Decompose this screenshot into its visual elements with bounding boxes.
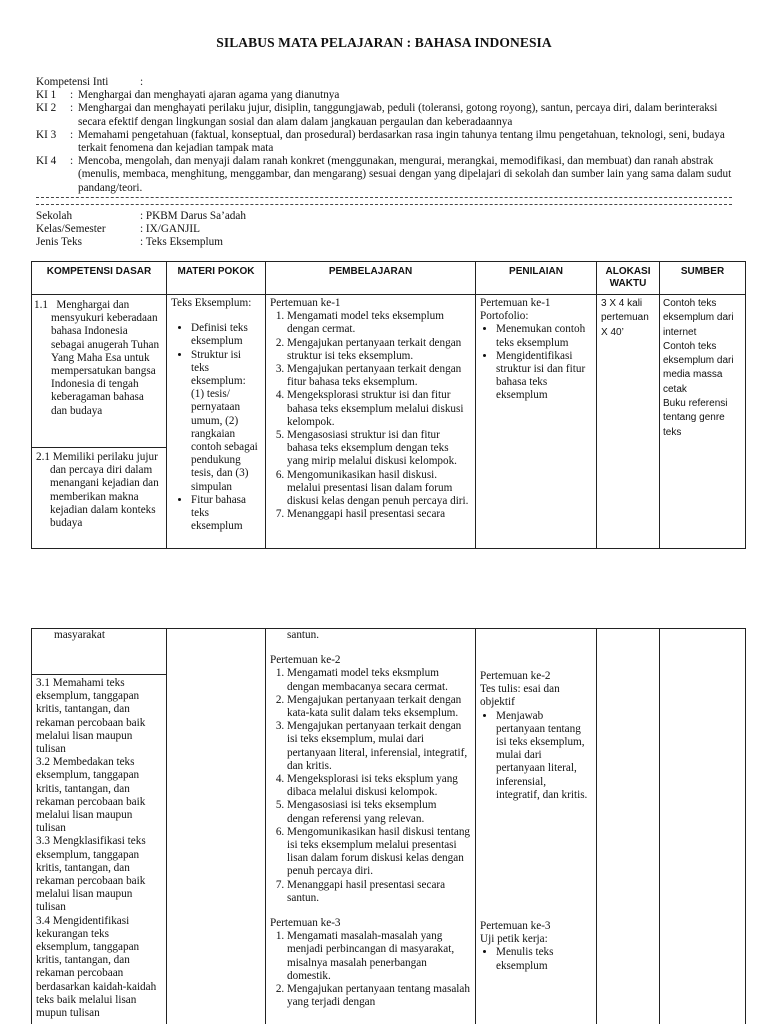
list-item: 2. Mengajukan pertanyaan tentang masalah yang terjadi dengan [287, 983, 471, 1009]
document-title: SILABUS MATA PELAJARAN : BAHASA INDONESIA [216, 35, 552, 50]
pembelajaran-cell [266, 295, 476, 549]
kompetensi-inti [36, 76, 736, 195]
kd-3-2: 3.2 Membedakan teks eksemplum, tanggapan kritis, tantangan, dan rekaman percobaan baik melalui lisan maupun tulisan [36, 756, 146, 835]
materi-cell [167, 629, 266, 1024]
list-item: 4. Mengeksplorasi isi teks eksplum yang dibaca melalui diskusi kelompok. [287, 773, 471, 799]
kd-continuation: masyarakat [54, 629, 105, 641]
penilaian-2-sub: Tes tulis: esai dan objektif [480, 683, 560, 709]
ki-text: Mencoba, mengolah, dan menyaji dalam ranah konkret (menggunakan, mengurai, merangkai, memodifikasi, dan membuat) dan ranah abstrak (menulis, membaca, menghitung, menggambar, dan mengarang) sesuai dengan yang dipelajari di sekolah dan sumber lain yang sama dalam sudut pandang/teori. [78, 155, 732, 194]
pertemuan-3-list [270, 930, 471, 1009]
alokasi-cell [597, 629, 660, 1024]
list-item: • Menjawab pertanyaan tentang isi teks eksemplum, mulai dari pertanyaan literal, inferensial, integratif, dan kritis. [496, 710, 592, 802]
ki-text: Memahami pengetahuan (faktual, konseptual, dan prosedural) berdasarkan rasa ingin tahunya tentang ilmu pengetahuan, teknologi, seni, budaya terkait fenomena dan kejadian tampak mata [78, 128, 725, 155]
info-label: Jenis Teks [36, 236, 82, 249]
list-item: 6. Mengomunikasikan hasil diskusi. melalui presentasi lisan dalam forum diskusi kelas dengan penuh percaya diri. [287, 469, 471, 509]
kd-3-list [32, 674, 166, 1022]
header-materi-pokok: MATERI POKOK [167, 262, 266, 295]
sumber-cell [660, 629, 746, 1024]
info-label: Kelas/Semester [36, 223, 106, 236]
kd-2-1: 2.1 Memiliki perilaku jujur dan percaya diri dalam menangani kejadian dan memberikan makna kejadian dalam konteks budaya [32, 447, 166, 530]
penilaian-3-list [480, 946, 592, 972]
sumber-item: Contoh teks eksemplum dari internet [663, 298, 734, 338]
list-item: 7. Menanggapi hasil presentasi secara [287, 508, 471, 521]
penilaian-cell [476, 295, 597, 549]
ki-code: KI 3 [36, 128, 57, 141]
syllabus-table-page-1 [31, 261, 746, 549]
kd-1-1: 1.1 Menghargai dan mensyukuri keberadaan bahasa Indonesia sebagai anugerah Tuhan Yang Maha Esa untuk mempersatukan bangsa Indonesia di tengah keberagaman bahasa dan budaya [34, 299, 160, 417]
pembelajaran-list [270, 310, 471, 521]
kd-3-4: 3.4 Mengidentifikasi kekurangan teks eksemplum, tanggapan kritis, tantangan, dan rekaman percobaan berdasarkan kaidah-kaidah teks baik melalui lisan mupun tulisan [36, 914, 157, 1020]
pertemuan-2-title: Pertemuan ke-2 [270, 654, 341, 667]
kd-cell [32, 295, 167, 549]
list-item: • Definisi teks eksemplum [191, 322, 261, 348]
penilaian-title: Pertemuan ke-1 [480, 297, 551, 309]
list-item: 1. Mengamati model teks eksemplum dengan cermat. [287, 310, 471, 336]
list-item: 7. Menanggapi hasil presentasi secara santun. [287, 879, 471, 905]
table-header-row [32, 262, 746, 295]
ki-item: KI 3 : Memahami pengetahuan (faktual, konseptual, dan prosedural) berdasarkan rasa ingin tahunya tentang ilmu pengetahuan, teknologi, seni, budaya terkait fenomena dan kejadian tampak mata [36, 129, 736, 155]
ki-heading-label: Kompetensi Inti [36, 76, 109, 88]
syllabus-table-page-2 [31, 628, 746, 1024]
materi-title: Teks Eksemplum: [171, 297, 252, 309]
ki-item: KI 2 : Menghargai dan menghayati perilaku jujur, disiplin, tanggungjawab, peduli (toleransi, gotong royong), santun, percaya diri, dalam berinteraksi secara efektif dengan lingkungan sosial dan alam dalam jangkauan pergaulan dan keberadaannya [36, 102, 736, 128]
penilaian-3-sub: Uji petik kerja: [480, 933, 548, 946]
list-item: 1. Mengamati model teks eksmplum dengan membacanya secara cermat. [287, 667, 471, 693]
list-item: 1. Mengamati masalah-masalah yang menjadi perbincangan di masyarakat, misalnya masalah penerbangan domestik. [287, 930, 471, 983]
penilaian-cell [476, 629, 597, 1024]
pertemuan-title: Pertemuan ke-1 [270, 297, 341, 309]
ki-heading-colon: : [140, 76, 144, 88]
header-alokasi-waktu: ALOKASI WAKTU [597, 262, 660, 295]
header-kompetensi-dasar: KOMPETENSI DASAR [32, 262, 167, 295]
materi-list [171, 322, 261, 533]
list-item: 3. Mengajukan pertanyaan terkait dengan fitur bahasa teks eksemplum. [287, 363, 471, 389]
penilaian-list [480, 323, 592, 402]
list-item: • Menulis teks eksemplum [496, 946, 592, 972]
list-item: 5. Mengasosiasi struktur isi dan fitur bahasa teks eksemplum dengan teks yang mirip melalui diskusi kelompok. [287, 429, 471, 469]
list-item: • Struktur isi teks eksemplum: (1) tesis/ pernyataan umum, (2) rangkaian contoh sebagai pendukung tesis, dan (3) simpulan [191, 349, 261, 494]
header-sumber: SUMBER [660, 262, 746, 295]
info-value: : PKBM Darus Sa’adah [140, 210, 246, 222]
ki-item: KI 1 : Menghargai dan menghayati ajaran agama yang dianutnya [36, 89, 736, 102]
penilaian-sub: Portofolio: [480, 310, 529, 323]
list-item: • Menemukan contoh teks eksemplum [496, 323, 592, 349]
ki-code: KI 2 [36, 102, 57, 115]
info-value: : IX/GANJIL [140, 223, 200, 236]
ki-code: KI 4 [36, 155, 57, 168]
kd-3-3: 3.3 Mengklasifikasi teks eksemplum, tanggapan kritis, tantangan, dan rekaman percobaan baik melalui lisan maupun tulisan [36, 835, 146, 914]
table-row [32, 629, 746, 1024]
sumber-cell [660, 295, 746, 549]
list-item: 5. Mengasosiasi isi teks eksemplum dengan referensi yang relevan. [287, 799, 471, 825]
ki-text: Menghargai dan menghayati perilaku jujur, disiplin, tanggungjawab, peduli (toleransi, gotong royong), santun, percaya diri, dalam berinteraksi secara efektif dengan lingkungan sosial dan alam dalam jangkauan pergaulan dan keberadaannya [78, 102, 718, 128]
ki-heading [36, 76, 736, 89]
ki-item: KI 4 : Mencoba, mengolah, dan menyaji dalam ranah konkret (menggunakan, mengurai, merangkai, memodifikasi, dan membuat) dan ranah abstrak (menulis, membaca, menghitung, menggambar, dan mengarang) sesuai dengan yang dipelajari di sekolah dan sumber lain yang sama dalam sudut pandang/teori. [36, 155, 736, 195]
ki-text: Menghargai dan menghayati ajaran agama yang dianutnya [78, 89, 340, 102]
sumber-item: Buku referensi tentang genre teks [663, 398, 728, 438]
header-penilaian: PENILAIAN [476, 262, 597, 295]
list-item: • Mengidentifikasi struktur isi dan fitur bahasa teks eksemplum [496, 350, 592, 403]
list-item: 2. Mengajukan pertanyaan terkait dengan struktur isi teks eksemplum. [287, 337, 471, 363]
info-label: Sekolah [36, 210, 73, 222]
list-item: 6. Mengomunikasikan hasil diskusi tentang isi teks eksemplum melalui presentasi lisan dalam forum diskusi kelas dengan penuh percaya diri. [287, 826, 471, 879]
info-value: : Teks Eksemplum [140, 236, 223, 249]
info-row-jenis-teks [36, 236, 246, 249]
kd-3-1: 3.1 Memahami teks eksemplum, tanggapan kritis, tantangan, dan rekaman percobaan baik melalui lisan maupun tulisan [36, 677, 146, 756]
alokasi-cell: 3 X 4 kali pertemuan X 40’ [597, 295, 660, 549]
list-item: 4. Mengeksplorasi struktur isi dan fitur bahasa teks eksemplum melalui diskusi kelompok. [287, 389, 471, 429]
pembelajaran-cell [266, 629, 476, 1024]
penilaian-2-list [480, 710, 592, 802]
sumber-item: Contoh teks eksemplum dari media massa cetak [663, 340, 734, 395]
list-item: 3. Mengajukan pertanyaan terkait dengan isi teks eksemplum, mulai dari pertanyaan literal, inferensial, integratif, dan kritis. [287, 720, 471, 773]
pertemuan-2-list [270, 667, 471, 905]
ki-code: KI 1 [36, 89, 57, 102]
penilaian-3-title: Pertemuan ke-3 [480, 920, 551, 933]
separator-line [36, 197, 732, 205]
list-item: • Fitur bahasa teks eksemplum [191, 494, 261, 534]
info-row-sekolah [36, 210, 246, 223]
list-item: 2. Mengajukan pertanyaan terkait dengan kata-kata sulit dalam teks eksemplum. [287, 694, 471, 720]
penilaian-2-title: Pertemuan ke-2 [480, 670, 551, 682]
table-row [32, 295, 746, 549]
materi-cell [167, 295, 266, 549]
header-pembelajaran: PEMBELAJARAN [266, 262, 476, 295]
info-row-kelas [36, 223, 246, 236]
pembelajaran-continuation: santun. [287, 629, 320, 641]
pertemuan-3-title: Pertemuan ke-3 [270, 917, 341, 930]
school-info [36, 210, 246, 250]
kd-cell [32, 629, 167, 1024]
